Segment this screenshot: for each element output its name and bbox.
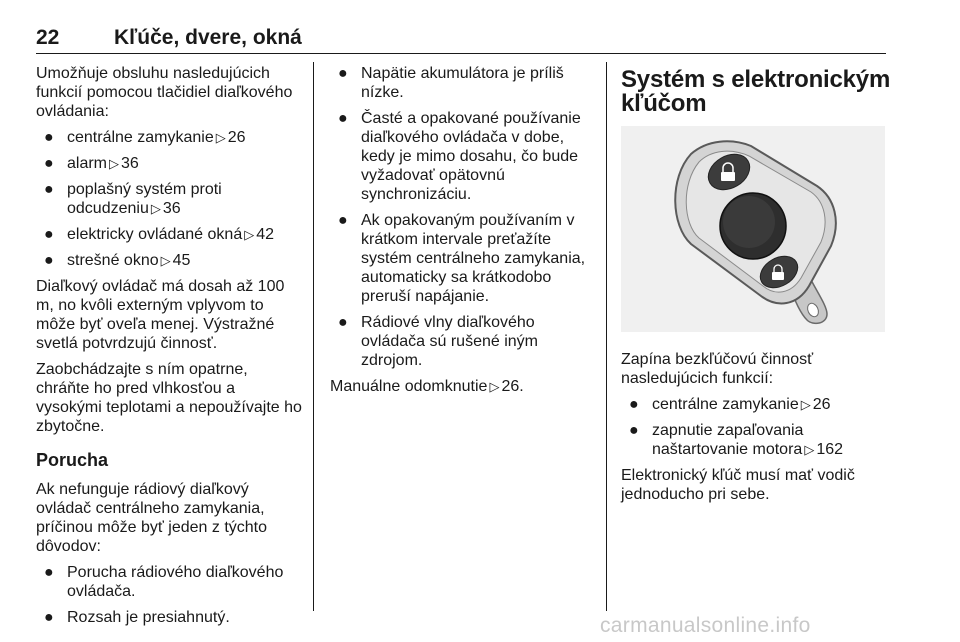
reference-arrow-icon: ▷ — [800, 397, 811, 412]
page-reference-link[interactable]: 26 — [227, 129, 246, 146]
bullet-icon: ● — [338, 314, 348, 331]
column-divider-2 — [606, 62, 607, 611]
reference-arrow-icon: ▷ — [804, 442, 815, 457]
reference-arrow-icon: ▷ — [215, 130, 226, 145]
page-reference-link[interactable]: 26. — [501, 378, 524, 395]
page-reference-link[interactable]: 36 — [121, 155, 139, 172]
list-item: ● poplašný systém proti odcudzeniu ▷ 36 — [44, 181, 222, 217]
keyless-functions-list — [621, 395, 891, 459]
column-divider-1 — [313, 62, 314, 611]
bullet-icon: ● — [44, 155, 54, 172]
list-item: ● Rozsah je presiahnutý. — [44, 609, 230, 626]
bullet-icon: ● — [338, 212, 348, 229]
page-reference-link[interactable]: 42 — [256, 226, 275, 243]
reference-arrow-icon: ▷ — [109, 156, 120, 171]
fault-heading: Porucha — [36, 450, 109, 470]
reference-arrow-icon: ▷ — [150, 201, 161, 216]
bullet-icon: ● — [44, 129, 54, 146]
bullet-icon: ● — [44, 226, 54, 243]
page-reference-link[interactable]: 26 — [812, 396, 831, 413]
fault-causes-list — [36, 563, 304, 627]
bullet-icon: ● — [44, 181, 54, 198]
keyless-intro-paragraph: Zapína bezkľúčovú činnosť nasledujúcich funkcií: — [621, 351, 814, 387]
list-item: ● alarm ▷ 36 — [44, 155, 139, 172]
bullet-icon: ● — [629, 422, 639, 439]
list-item: ● elektricky ovládané okná ▷ 42 — [44, 226, 275, 243]
list-item: ● strešné okno ▷ 45 — [44, 252, 191, 269]
list-item: ● Rádiové vlny diaľkového ovládača sú rušené iným zdrojom. — [338, 314, 538, 369]
list-item: ● centrálne zamykanie ▷ 26 — [629, 396, 831, 413]
column-3 — [621, 64, 891, 511]
reference-arrow-icon: ▷ — [160, 253, 171, 268]
fault-causes-continued-list — [330, 64, 592, 370]
bullet-icon: ● — [338, 110, 348, 127]
list-item: ● Napätie akumulátora je príliš nízke. — [338, 65, 564, 101]
bullet-icon: ● — [44, 564, 54, 581]
chapter-title: Kľúče, dvere, okná — [114, 26, 302, 49]
reference-arrow-icon: ▷ — [244, 227, 255, 242]
range-paragraph: Diaľkový ovládač má dosah až 100 m, no kvôli externým vplyvom to môže byť oveľa menej. Výstražné svetlá potvrdzujú činnosť. — [36, 278, 285, 352]
site-watermark: carmanualsonline.info — [600, 614, 811, 637]
care-paragraph: Zaobchádzajte s ním opatrne, chráňte ho pred vlhkosťou a vysokými teplotami a nepoužívajte ho zbytočne. — [36, 361, 302, 435]
key-note-paragraph: Elektronický kľúč musí mať vodič jednoducho pri sebe. — [621, 467, 855, 503]
list-item: ● Ak opakovaným používaním v krátkom intervale preťažíte systém centrálneho zamykania, automaticky sa krátkodobo preruší napájanie. — [338, 212, 586, 305]
page-header — [36, 26, 886, 56]
section-title: Systém s elektronickým kľúčom — [621, 66, 891, 117]
page-reference-link[interactable]: 45 — [172, 252, 191, 269]
bullet-icon: ● — [44, 252, 54, 269]
column-1 — [36, 64, 304, 634]
key-fob-icon — [621, 126, 885, 332]
list-item: ● zapnutie zapaľovania naštartovanie motora ▷ 162 — [629, 422, 844, 458]
electronic-key-illustration — [621, 126, 885, 332]
bullet-icon: ● — [338, 65, 348, 82]
page-reference-link[interactable]: 36 — [162, 200, 181, 217]
remote-functions-list — [36, 128, 304, 270]
list-item: ● Časté a opakované používanie diaľkového ovládača v dobe, kedy je mimo dosahu, čo bude vyžadovať opätovnú synchronizáciu. — [338, 110, 581, 203]
page-number: 22 — [36, 26, 60, 49]
page-reference-link[interactable]: 162 — [816, 441, 844, 458]
column-2 — [330, 64, 592, 403]
manual-unlock-paragraph: Manuálne odomknutie ▷ 26. — [330, 378, 524, 395]
fault-intro-paragraph: Ak nefunguje rádiový diaľkový ovládač centrálneho zamykania, príčinou môže byť jeden z týchto dôvodov: — [36, 481, 268, 555]
list-item: ● Porucha rádiového diaľkového ovládača. — [44, 564, 284, 600]
list-item: ● centrálne zamykanie ▷ 26 — [44, 129, 246, 146]
intro-paragraph: Umožňuje obsluhu nasledujúcich funkcií pomocou tlačidiel diaľkového ovládania: — [36, 65, 293, 120]
bullet-icon: ● — [44, 609, 54, 626]
reference-arrow-icon: ▷ — [489, 379, 500, 394]
bullet-icon: ● — [629, 396, 639, 413]
header-divider — [36, 53, 886, 54]
